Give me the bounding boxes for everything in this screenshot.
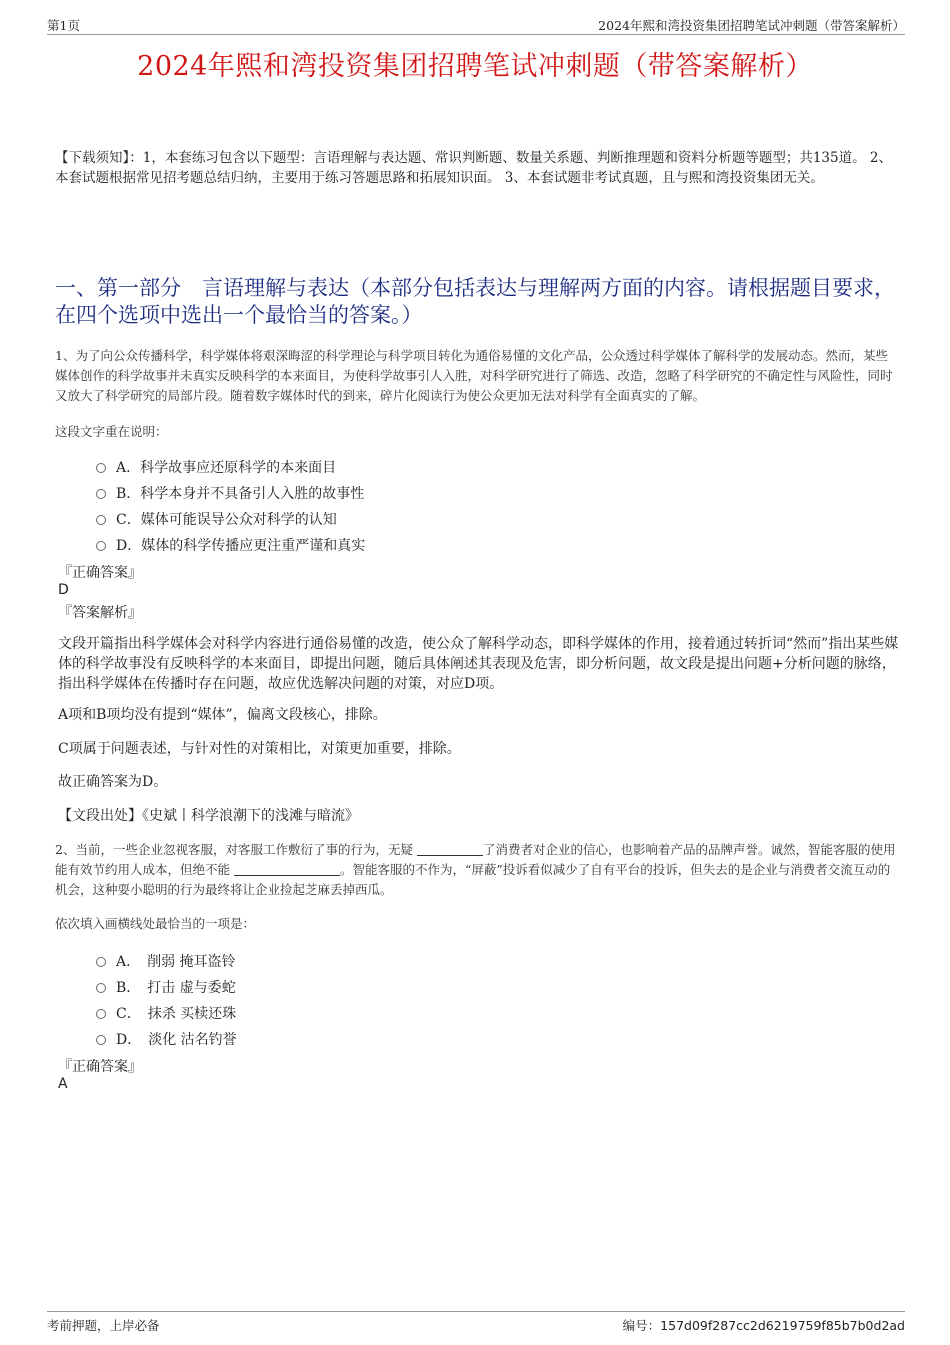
question-1-prompt: 这段文字重在说明： bbox=[55, 424, 168, 439]
page-title: 2024年熙和湾投资集团招聘笔试冲刺题（带答案解析） bbox=[137, 51, 813, 82]
question-2-prompt: 依次填入画横线处最恰当的一项是： bbox=[55, 916, 256, 931]
analysis-paragraph: 文段开篇指出科学媒体会对科学内容进行通俗易懂的改造，使公众了解科学动态，即科学媒体的作用，接着通过转折词“然而”指出某些媒体的科学故事没有反映科学的本来面目，即提出问题，随后具体阐述其表现及危害，即分析问题，故文段是提出问题+分析问题的脉络，指出科学媒体在传播时存在问题，故应优选解决问题的对策，对应D项。 bbox=[58, 636, 899, 692]
radio-icon[interactable] bbox=[96, 1009, 106, 1019]
page-number: 第1页 bbox=[47, 18, 80, 33]
option-label: D． 淡化 沽名钓誉 bbox=[116, 1032, 237, 1048]
question-2-text-a: 2、当前，一些企业忽视客服，对客服工作敷衍了事的行为，无疑 bbox=[55, 842, 413, 857]
question-2-text bbox=[55, 840, 900, 900]
footer-code bbox=[623, 1316, 905, 1334]
question-1-option-a[interactable] bbox=[96, 457, 336, 477]
radio-icon[interactable] bbox=[96, 541, 106, 551]
fill-blank-2 bbox=[234, 862, 340, 876]
question-1-text: 1、为了向公众传播科学，科学媒体将艰深晦涩的科学理论与科学项目转化为通俗易懂的文化产品，公众透过科学媒体了解科学的发展动态。然而，某些媒体创作的科学故事并未真实反映科学的本来面目，为使科学故事引人入胜，对科学研究进行了筛选、改造，忽略了科学研究的不确定性与风险性，同时又放大了科学研究的局部片段。随着数字媒体时代的到来，碎片化阅读行为使公众更加无法对科学有全面真实的了解。 bbox=[55, 348, 893, 403]
analysis-paragraph: C项属于问题表述，与针对性的对策相比，对策更加重要，排除。 bbox=[58, 741, 461, 757]
option-label: A． 削弱 掩耳盗铃 bbox=[116, 954, 236, 970]
section-heading: 一、第一部分 言语理解与表达（本部分包括表达与理解两方面的内容。请根据题目要求，在四个选项中选出一个最恰当的答案。） bbox=[55, 276, 895, 327]
question-2-option-c[interactable] bbox=[96, 1003, 236, 1023]
footer-code-label: 编号： bbox=[622, 1318, 661, 1333]
radio-icon[interactable] bbox=[96, 983, 106, 993]
header-doc-title: 2024年熙和湾投资集团招聘笔试冲刺题（带答案解析） bbox=[598, 18, 905, 33]
footer-code-value: 157d09f287cc2d6219759f85b7b0d2ad bbox=[660, 1318, 905, 1333]
question-1-answer-label: 『正确答案』 bbox=[58, 565, 142, 581]
notice-text: ：1，本套练习包含以下题型：言语理解与表达题、常识判断题、数量关系题、判断推理题和资料分析题等题型；共135道。 2、本套试题根据常见招考题总结归纳，主要用于练习答题思路和拓展知识面。 3、本套试题非考试真题，且与熙和湾投资集团无关。 bbox=[55, 150, 892, 186]
analysis-paragraph: A项和B项均没有提到“媒体”，偏离文段核心，排除。 bbox=[58, 707, 387, 723]
page-footer bbox=[47, 1311, 905, 1338]
source-citation: 【文段出处】《史斌丨科学浪潮下的浅滩与暗流》 bbox=[58, 808, 359, 824]
analysis-paragraph: 故正确答案为D。 bbox=[58, 774, 168, 790]
download-notice bbox=[55, 148, 898, 188]
radio-icon[interactable] bbox=[96, 515, 106, 525]
question-1-option-b[interactable] bbox=[96, 483, 364, 503]
option-label: B．科学本身并不具备引人入胜的故事性 bbox=[116, 486, 365, 502]
question-1-option-c[interactable] bbox=[96, 509, 337, 529]
question-2-answer: A bbox=[58, 1076, 68, 1092]
question-2-option-d[interactable] bbox=[96, 1029, 237, 1049]
option-label: C．媒体可能误导公众对科学的认知 bbox=[116, 512, 337, 528]
option-label: B． 打击 虚与委蛇 bbox=[116, 980, 236, 996]
question-2-option-b[interactable] bbox=[96, 977, 236, 997]
fill-blank-1 bbox=[417, 842, 483, 856]
radio-icon[interactable] bbox=[96, 463, 106, 473]
option-label: D．媒体的科学传播应更注重严谨和真实 bbox=[116, 538, 366, 554]
question-1-analysis-label: 『答案解析』 bbox=[58, 605, 142, 621]
option-label: C． 抹杀 买椟还珠 bbox=[116, 1006, 237, 1022]
radio-icon[interactable] bbox=[96, 1035, 106, 1045]
footer-slogan: 考前押题，上岸必备 bbox=[47, 1318, 160, 1333]
question-1-answer: D bbox=[58, 582, 69, 598]
option-label: A．科学故事应还原科学的本来面目 bbox=[116, 460, 337, 476]
question-2-text-c: 。智能客服的不作为，“屏蔽”投诉看似减少了自有平台的投诉，但失去的是企业与消费者交流互动的机会，这种耍小聪明的行为最终将让企业捡起芝麻丢掉西瓜。 bbox=[55, 862, 891, 897]
question-2-text-b: 了消费者对企业的信心，也影响着产品的品牌声誉。诚然，智能客服的使用能有效节约用人成本，但绝不能 bbox=[55, 842, 896, 877]
question-2-answer-label: 『正确答案』 bbox=[58, 1059, 142, 1075]
radio-icon[interactable] bbox=[96, 957, 106, 967]
question-1-option-d[interactable] bbox=[96, 535, 365, 555]
radio-icon[interactable] bbox=[96, 489, 106, 499]
page-header bbox=[47, 14, 905, 35]
question-2-option-a[interactable] bbox=[96, 951, 236, 971]
notice-label: 【下载须知】 bbox=[55, 150, 130, 166]
